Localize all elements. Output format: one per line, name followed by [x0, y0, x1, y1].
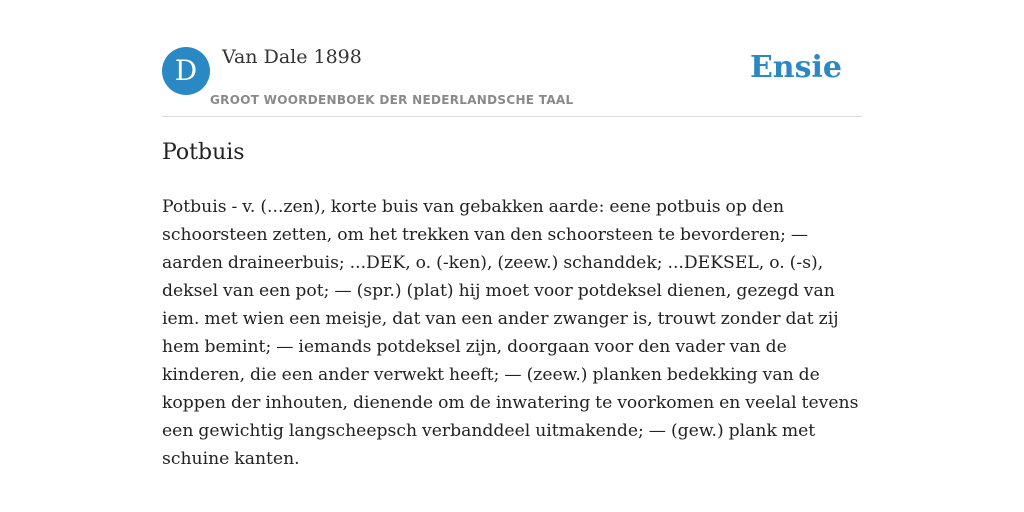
source-logo-icon[interactable]: D	[162, 47, 210, 95]
source-title[interactable]: Van Dale 1898	[222, 46, 362, 68]
entry-title: Potbuis	[162, 140, 245, 165]
brand-logo[interactable]: Ensie	[749, 50, 842, 85]
header	[162, 46, 862, 117]
entry-definition: Potbuis - v. (...zen), korte buis van gebakken aarde: eene potbuis op den schoorsteen zetten, om het trekken van den schoorsteen te bevorderen; — aarden draineerbuis; ...DEK, o. (-ken), (zeew.) schanddek; ...DEKSEL, o. (-s), deksel van een pot; — (spr.) (plat) hij moet voor potdeksel dienen, gezegd van iem. met wien een meisje, dat van een ander zwanger is, trouwt zonder dat zij hem bemint; — iemands potdeksel zijn, doorgaan voor den vader van de kinderen, die een ander verwekt heeft; — (zeew.) planken bedekking van de koppen der inhouten, dienende om de inwatering te voorkomen en veelal tevens een gewichtig langscheepsch verbanddeel uitmakende; — (gew.) plank met schuine kanten.	[162, 197, 859, 469]
source-subtitle: GROOT WOORDENBOEK DER NEDERLANDSCHE TAAL	[210, 93, 574, 107]
